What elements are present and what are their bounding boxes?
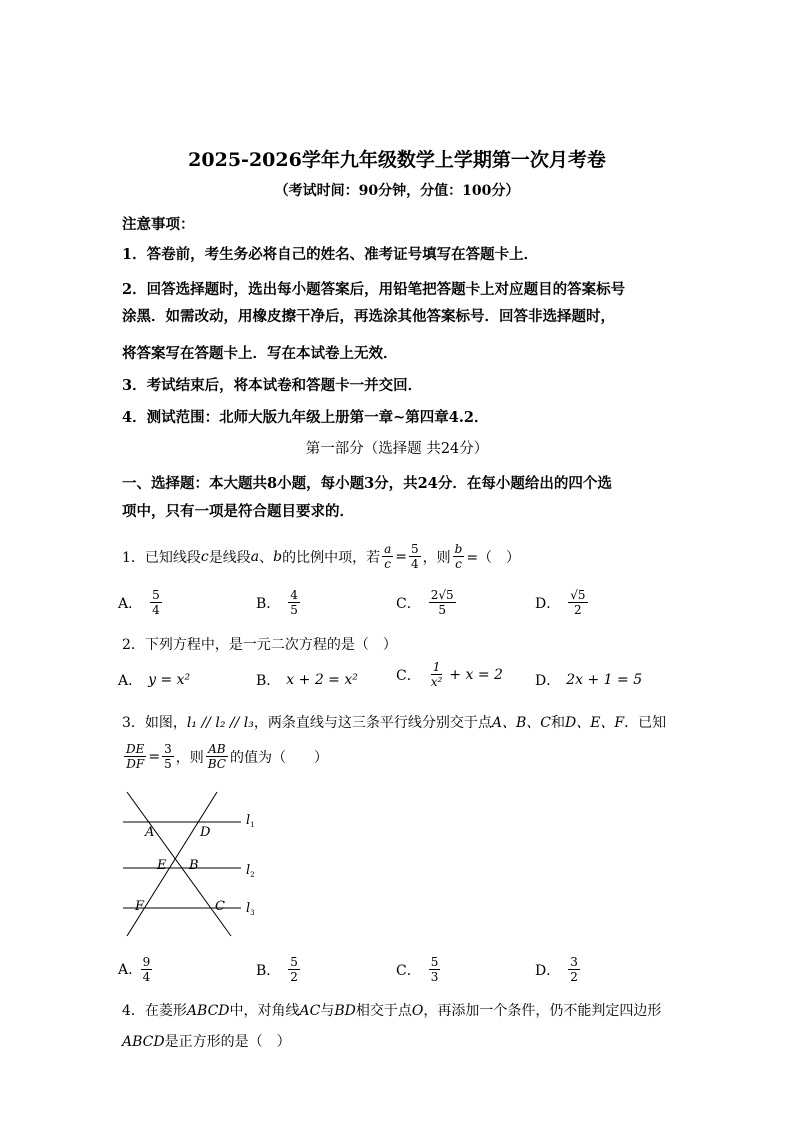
point-a-label: A (145, 825, 155, 840)
q1-sep: 、 (259, 549, 274, 566)
notice-item-4: 4．测试范围：北师大版九年级上册第一章~第四章4.2． (122, 409, 489, 426)
q2-option-a[interactable]: A． y = x² (118, 672, 191, 689)
l3-label: $l_3$ (246, 901, 255, 917)
q2-option-c[interactable]: C． $\frac{1}{\text{x²}}$ + x = 2 (396, 660, 503, 689)
q1-text-e: =（ ） (466, 549, 521, 566)
q3-option-b[interactable]: B． $\frac{5}{2}$ (256, 955, 298, 984)
question-2-stem: 2．下列方程中，是一元二次方程的是（ ） (122, 637, 397, 653)
q1-equals: = (395, 548, 407, 565)
point-e-label: E (157, 858, 167, 873)
question-1-stem (122, 542, 520, 571)
point-d-label: D (200, 825, 211, 840)
notice-item-3: 3．考试结束后，将本试卷和答题卡一并交回． (122, 377, 423, 394)
point-b-label: B (189, 858, 199, 873)
q1-option-c[interactable]: C． $\frac{2√5}{5}$ (396, 588, 454, 617)
part1-intro-line-1: 一、选择题：本大题共8小题，每小题3分，共24分．在每小题给出的四个选 (122, 475, 612, 492)
notice-item-2-line-3: 将答案写在答题卡上．写在本试卷上无效． (122, 345, 398, 362)
q1-var-b: b (273, 548, 283, 565)
exam-title: 2025-2026学年九年级数学上学期第一次月考卷 (188, 149, 606, 171)
question-3-line-1: 3．如图，l₁ // l₂ // l₃，两条直线与这三条平行线分别交于点A、B、C和D、E、F．已知 (122, 715, 667, 731)
notice-item-2-line-2: 涂黑．如需改动，用橡皮擦干净后，再选涂其他答案标号．回答非选择题时， (122, 308, 615, 325)
part1-intro-line-2: 项中，只有一项是符合题目要求的． (122, 503, 354, 520)
part1-heading: 第一部分（选择题 共24分） (305, 441, 489, 457)
q2-option-d[interactable]: D． 2x + 1 = 5 (535, 672, 643, 689)
q1-fraction-a-over-c: $\frac{a}{c}$ (384, 542, 392, 571)
q1-fraction-5-over-4: $\frac{5}{4}$ (410, 542, 419, 571)
point-f-label: F (135, 899, 145, 914)
q3-option-d[interactable]: D． $\frac{3}{2}$ (535, 955, 578, 984)
question-3-line-2: $\frac{DE}{DF}$ = $\frac{3}{5}$ ，则 $\frac{AB}{BC}$ 的值为（ ） (126, 742, 328, 771)
transversal-a-b-c (127, 792, 231, 936)
question-4-line-1: 4．在菱形ABCD中，对角线AC与BD相交于点O，再添加一个条件，仍不能判定四边形 (122, 1003, 662, 1019)
q3-option-a[interactable]: A. $\frac{9}{4}$ (118, 955, 151, 984)
q3-fraction-ab-over-bc: $\frac{AB}{BC}$ (207, 742, 226, 771)
transversal-d-e-f (127, 792, 217, 936)
notice-heading: 注意事项： (122, 216, 195, 233)
notice-item-2-line-1: 2．回答选择题时，选出每小题答案后，用铅笔把答题卡上对应题目的答案标号 (122, 281, 626, 298)
l1-label: $l_1$ (246, 813, 255, 829)
q3-option-c[interactable]: C． $\frac{5}{3}$ (396, 955, 439, 984)
q1-text-d: ，则 (422, 549, 451, 566)
q3-fraction-3-over-5: $\frac{3}{5}$ (164, 742, 172, 771)
q2-option-b[interactable]: B． x + 2 = x² (256, 672, 358, 689)
q1-text-b: 是线段 (208, 549, 251, 566)
q3-fraction-de-over-df: $\frac{DE}{DF}$ (126, 742, 145, 771)
q3-parallel-lines: l₁ // l₂ // l₃ (186, 715, 254, 731)
q1-fraction-b-over-c: $\frac{b}{c}$ (454, 542, 463, 571)
l2-label: $l_2$ (246, 863, 255, 879)
q1-var-a: a (250, 548, 260, 565)
q1-text-a: 1．已知线段 (122, 549, 201, 566)
point-c-label: C (215, 899, 225, 914)
notice-item-1: 1．答卷前，考生务必将自己的姓名、准考证号填写在答题卡上． (122, 246, 539, 263)
q3-parallel-lines-figure (115, 786, 265, 946)
q1-option-b[interactable]: B． $\frac{4}{5}$ (256, 588, 298, 617)
q1-var-c: c (200, 548, 209, 565)
exam-subtitle: （考试时间：90分钟，分值：100分） (274, 183, 520, 199)
q1-option-a[interactable]: A． $\frac{5}{4}$ (118, 588, 160, 617)
question-4-line-2: ABCD是正方形的是（ ） (122, 1034, 291, 1050)
q1-text-c: 的比例中项，若 (282, 549, 381, 566)
q1-option-d[interactable]: D． $\frac{√5}{2}$ (535, 588, 586, 617)
